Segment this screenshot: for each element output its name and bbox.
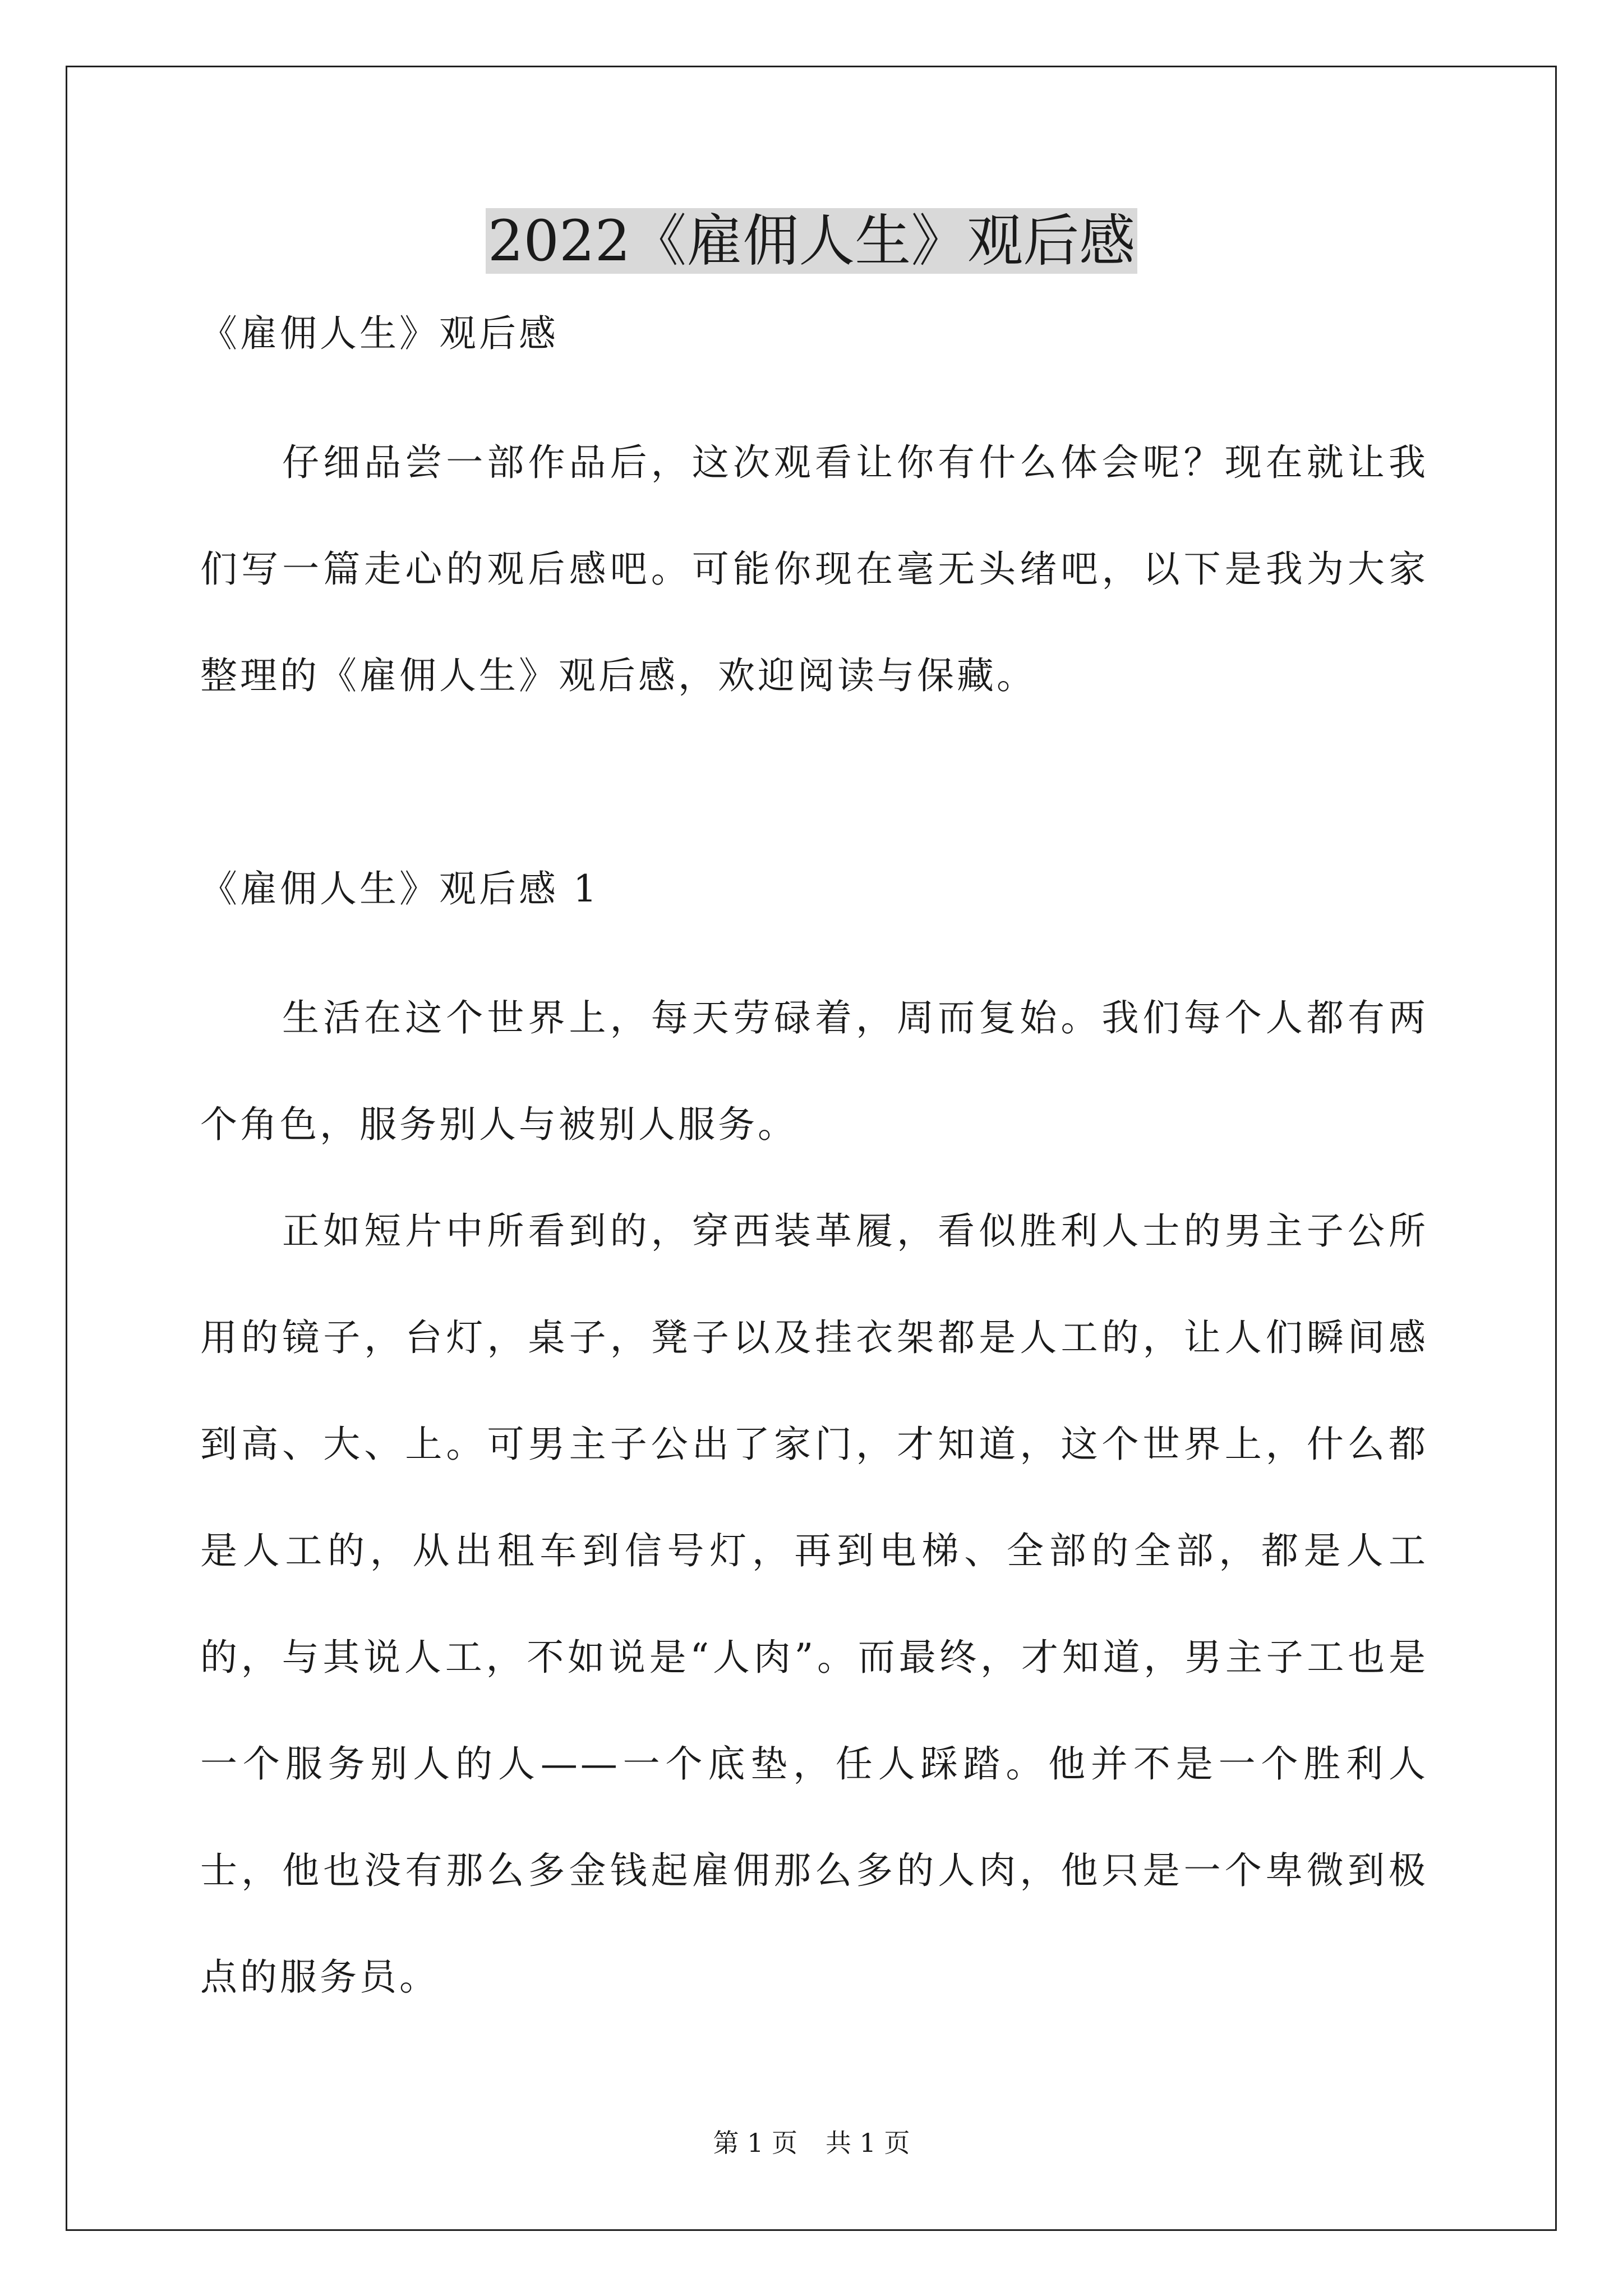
page-number: 第 1 页 (713, 2128, 797, 2158)
intro-heading: 《雇佣人生》观后感 (200, 312, 559, 355)
title-text: 2022《雇佣人生》观后感 (486, 208, 1138, 274)
section1-heading: 《雇佣人生》观后感 1 (200, 867, 600, 910)
page-total: 共 1 页 (826, 2128, 910, 2158)
page-footer (0, 2126, 1623, 2160)
section1-paragraph-1: 生活在这个世界上，每天劳碌着，周而复始。我们每个人都有两个角色，服务别人与被别人服务。 (200, 996, 1428, 1146)
intro-paragraph: 仔细品尝一部作品后，这次观看让你有什么体会呢？现在就让我们写一篇走心的观后感吧。可能你现在毫无头绪吧，以下是我为大家整理的《雇佣人生》观后感，欢迎阅读与保藏。 (200, 441, 1428, 697)
document-title (0, 205, 1623, 278)
document-body (200, 309, 1428, 2031)
section1-paragraph-2: 正如短片中所看到的，穿西装革履，看似胜利人士的男主子公所用的镜子，台灯，桌子，凳子以及挂衣架都是人工的，让人们瞬间感到高、大、上。可男主子公出了家门，才知道，这个世界上，什么都是人工的，从出租车到信号灯，再到电梯、全部的全部，都是人工的，与其说人工，不如说是“人肉”。而最终，才知道，男主子工也是一个服务别人的人——一个底垫，任人踩踏。他并不是一个胜利人士，他也没有那么多金钱起雇佣那么多的人肉，他只是一个卑微到极点的服务员。 (200, 1209, 1428, 1999)
